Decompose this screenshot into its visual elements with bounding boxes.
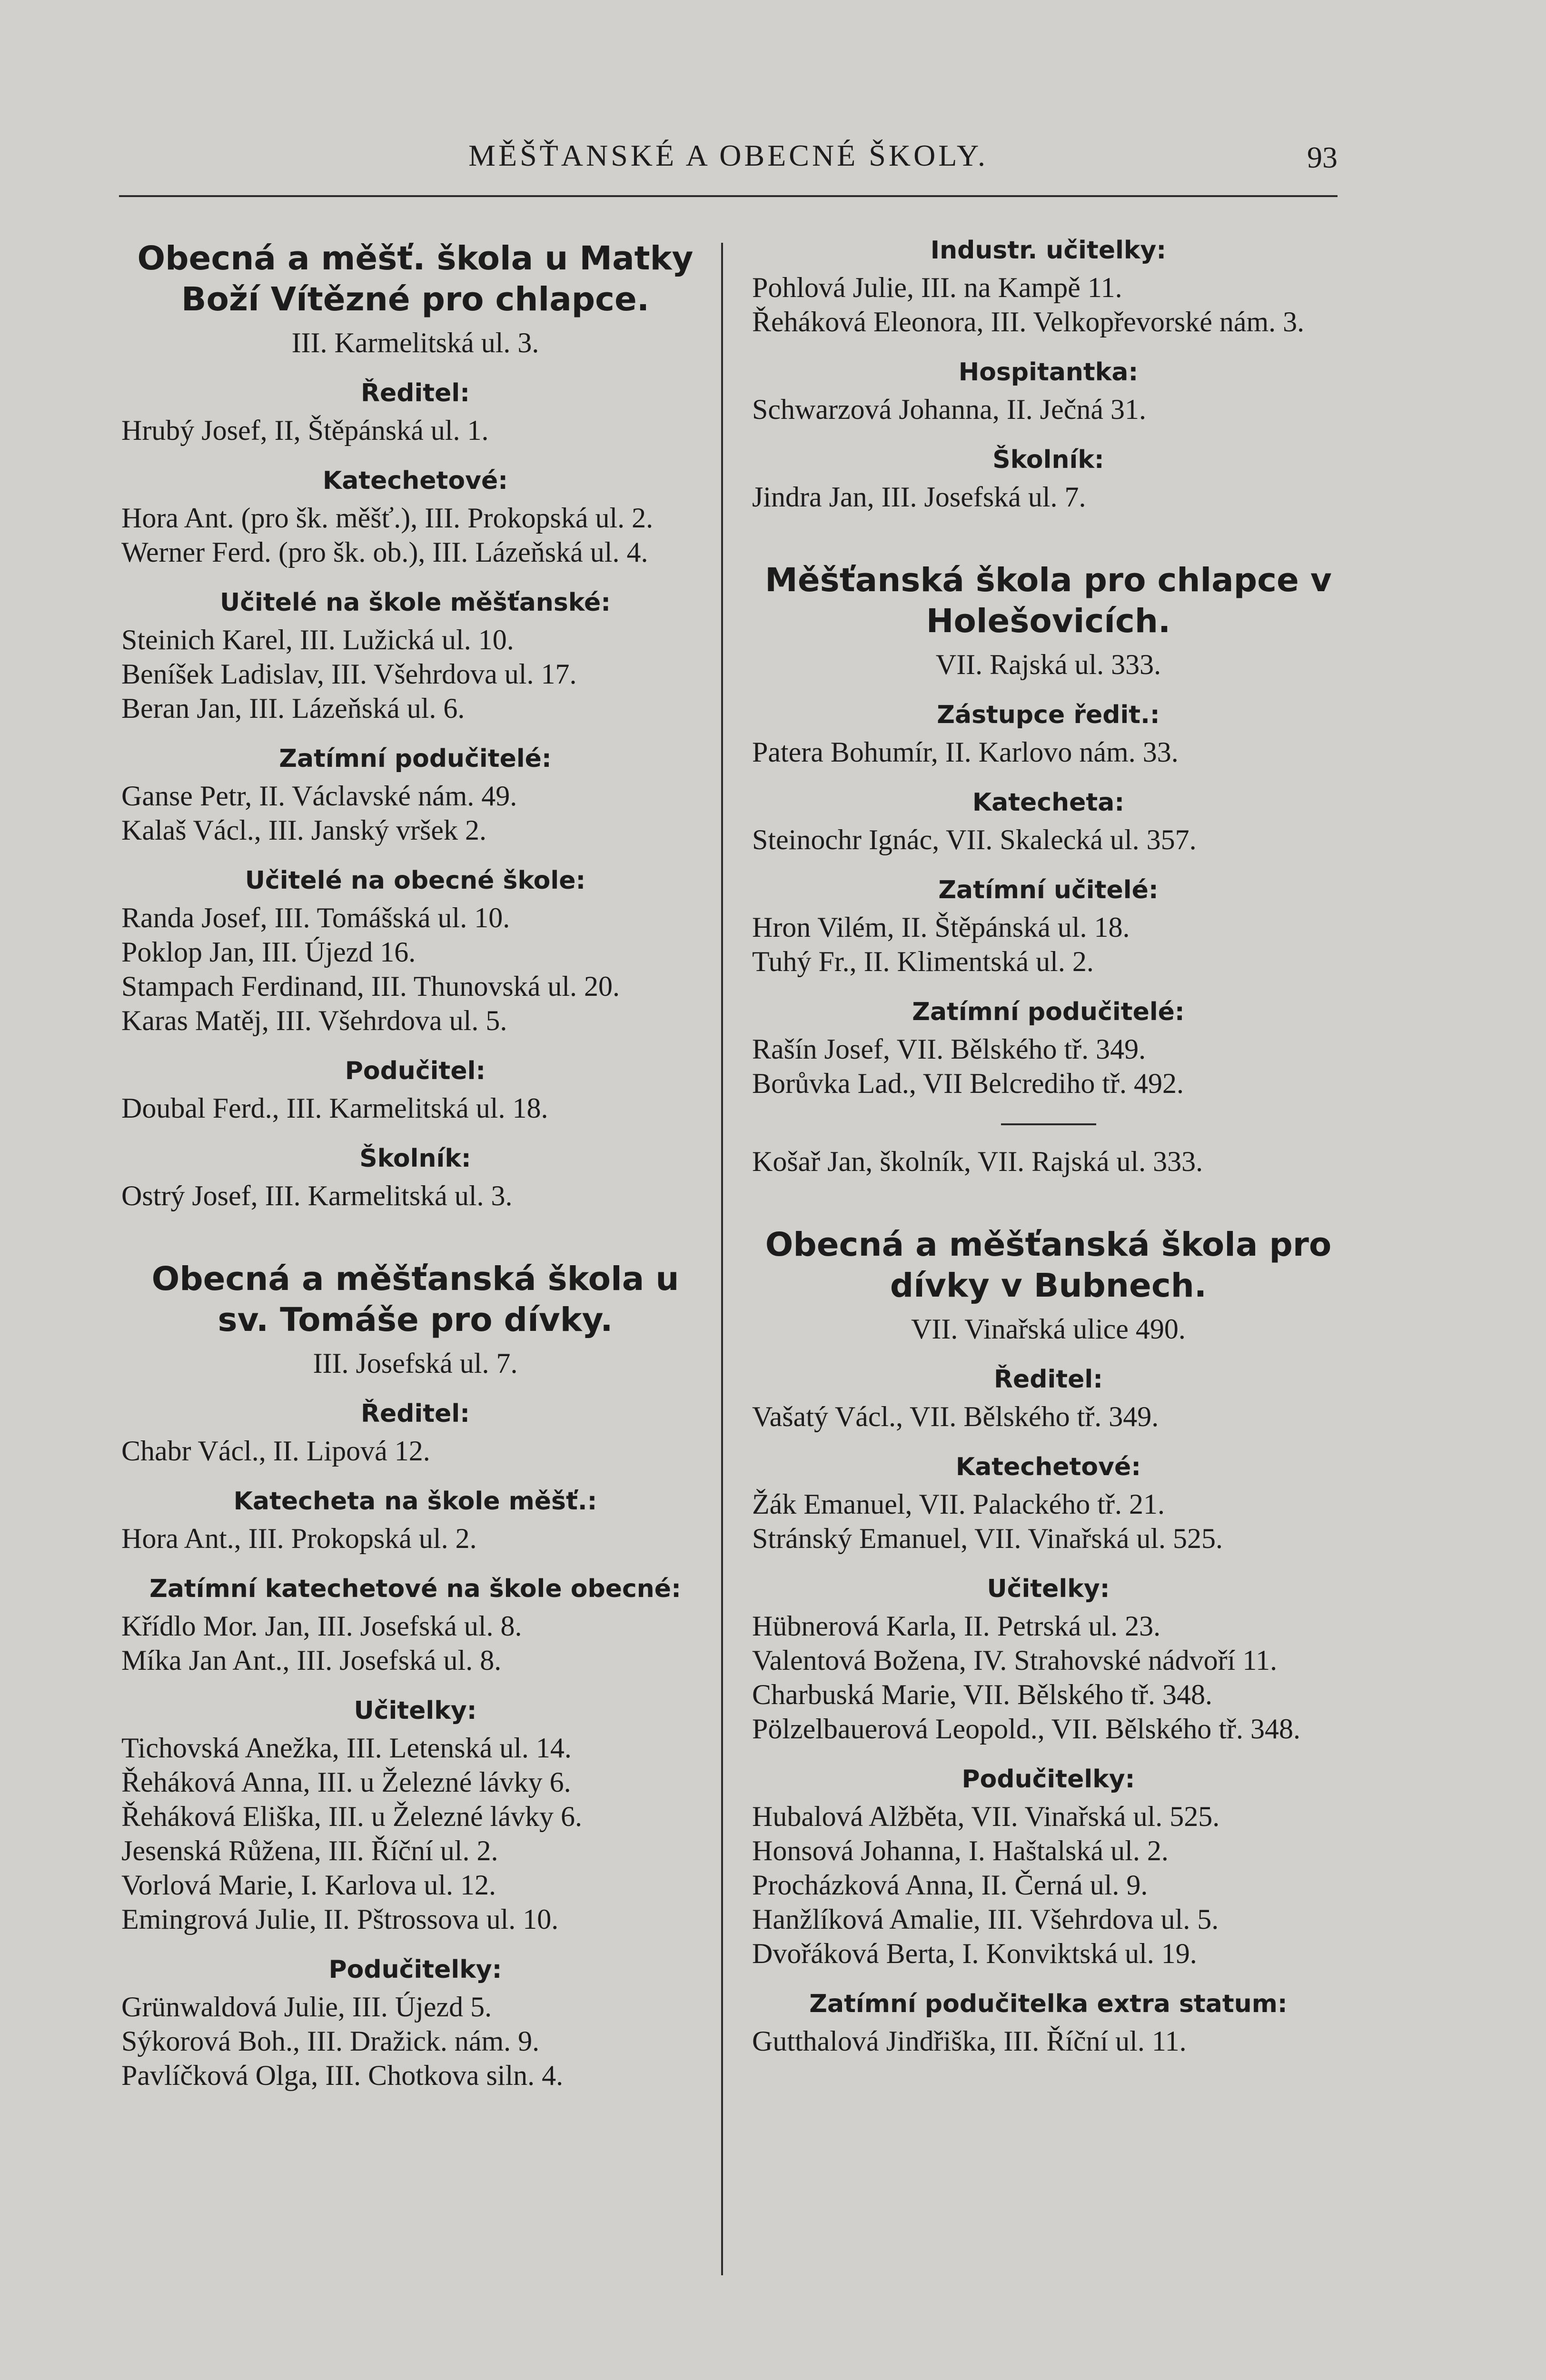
section-title: Obecná a měšťanská škola u sv. Tomáše pro dívky.	[151, 1260, 679, 1339]
staff-entry: Hora Ant. (pro šk. měšť.), III. Prokopská ul. 2.	[121, 502, 654, 534]
school-address: III. Karmelitská ul. 3.	[291, 327, 539, 358]
staff-entry: Gutthalová Jindřiška, III. Říční ul. 11.	[752, 2025, 1187, 2057]
school-address: III. Josefská ul. 7.	[313, 1348, 518, 1379]
staff-entry: Řeháková Eleonora, III. Velkopřevorské nám. 3.	[752, 306, 1305, 337]
section-title: Měšťanská škola pro chlapce v Holešovicích.	[765, 561, 1332, 640]
role-heading: Zatímní katechetové na škole obecné:	[149, 1575, 681, 1603]
staff-entry: Beníšek Ladislav, III. Všehrdova ul. 17.	[121, 658, 577, 690]
staff-entry: Hübnerová Karla, II. Petrská ul. 23.	[752, 1610, 1161, 1642]
staff-entry: Stampach Ferdinand, III. Thunovská ul. 20.	[121, 971, 620, 1002]
staff-entry: Vorlová Marie, I. Karlova ul. 12.	[121, 1869, 496, 1901]
role-heading: Učitelky:	[354, 1696, 477, 1725]
staff-entry: Jindra Jan, III. Josefská ul. 7.	[752, 481, 1086, 513]
school-section	[121, 1259, 709, 2092]
role-heading: Katechetové:	[322, 466, 508, 495]
column-divider	[721, 243, 723, 2275]
school-section	[752, 560, 1345, 1179]
staff-entry: Grünwaldová Julie, III. Újezd 5.	[121, 1991, 492, 2023]
staff-entry: Sýkorová Boh., III. Dražick. nám. 9.	[121, 2025, 540, 2057]
staff-entry: Schwarzová Johanna, II. Ječná 31.	[752, 394, 1147, 425]
role-heading: Hospitantka:	[958, 358, 1139, 387]
role-heading: Školník:	[359, 1144, 471, 1173]
right-column	[752, 233, 1345, 2058]
role-heading: Učitelé na obecné škole:	[245, 866, 586, 895]
staff-entry: Pavlíčková Olga, III. Chotkova siln. 4.	[121, 2060, 564, 2091]
school-section	[121, 238, 709, 1213]
staff-entry: Řeháková Eliška, III. u Železné lávky 6.	[121, 1801, 582, 1832]
role-heading: Školník:	[992, 446, 1104, 474]
staff-entry: Dvořáková Berta, I. Konviktská ul. 19.	[752, 1938, 1197, 1969]
staff-entry: Charbuská Marie, VII. Bělského tř. 348.	[752, 1679, 1213, 1710]
section-divider	[1001, 1123, 1096, 1125]
staff-entry: Hron Vilém, II. Štěpánská ul. 18.	[752, 912, 1130, 943]
janitor-entry: Košař Jan, školník, VII. Rajská ul. 333.	[752, 1146, 1203, 1177]
staff-entry: Pölzelbauerová Leopold., VII. Bělského tř. 348.	[752, 1713, 1300, 1745]
staff-entry: Pohlová Julie, III. na Kampě 11.	[752, 272, 1122, 303]
header-rule	[119, 195, 1338, 197]
staff-entry: Hubalová Alžběta, VII. Vinařská ul. 525.	[752, 1801, 1220, 1832]
staff-entry: Werner Ferd. (pro šk. ob.), III. Lázeňská ul. 4.	[121, 536, 648, 568]
staff-entry: Honsová Johanna, I. Haštalská ul. 2.	[752, 1835, 1169, 1866]
role-heading: Učitelky:	[987, 1575, 1110, 1603]
staff-entry: Hrubý Josef, II, Štěpánská ul. 1.	[121, 415, 489, 446]
section-title: Obecná a měšť. škola u Matky Boží Vítězné pro chlapce.	[137, 239, 694, 318]
role-heading: Podučitelky:	[328, 1955, 502, 1984]
left-column	[121, 233, 709, 2092]
staff-entry: Procházková Anna, II. Černá ul. 9.	[752, 1869, 1148, 1901]
role-heading: Podučitel:	[345, 1057, 486, 1085]
school-address: VII. Vinařská ulice 490.	[911, 1313, 1186, 1345]
staff-entry: Ganse Petr, II. Václavské nám. 49.	[121, 780, 517, 812]
role-heading: Zatímní podučitelé:	[912, 998, 1185, 1026]
role-heading: Podučitelky:	[961, 1765, 1135, 1794]
school-address: VII. Rajská ul. 333.	[935, 649, 1161, 680]
role-heading: Katecheta:	[972, 788, 1125, 817]
staff-entry: Žák Emanuel, VII. Palackého tř. 21.	[752, 1488, 1165, 1520]
role-heading: Katechetové:	[955, 1453, 1141, 1481]
staff-entry: Kalaš Václ., III. Janský vršek 2.	[121, 814, 487, 846]
role-heading: Zatímní podučitelé:	[279, 744, 552, 773]
role-heading: Zástupce ředit.:	[937, 701, 1160, 729]
staff-entry: Karas Matěj, III. Všehrdova ul. 5.	[121, 1005, 507, 1036]
school-section	[752, 1224, 1345, 2058]
role-heading: Učitelé na škole měšťanské:	[219, 588, 611, 617]
running-title: MĚŠŤANSKÉ A OBECNÉ ŠKOLY.	[468, 139, 988, 172]
staff-entry: Rašín Josef, VII. Bělského tř. 349.	[752, 1033, 1146, 1065]
staff-entry: Ostrý Josef, III. Karmelitská ul. 3.	[121, 1180, 513, 1211]
staff-entry: Řeháková Anna, III. u Železné lávky 6.	[121, 1766, 571, 1798]
role-heading: Zatímní učitelé:	[938, 876, 1159, 904]
role-heading: Ředitel:	[993, 1365, 1103, 1394]
page-header	[119, 129, 1338, 200]
staff-entry: Steinochr Ignác, VII. Skalecká ul. 357.	[752, 824, 1197, 855]
staff-entry: Hora Ant., III. Prokopská ul. 2.	[121, 1523, 477, 1554]
staff-entry: Jesenská Růžena, III. Říční ul. 2.	[121, 1835, 498, 1866]
continued-staff	[752, 233, 1345, 514]
staff-entry: Tichovská Anežka, III. Letenská ul. 14.	[121, 1732, 572, 1764]
staff-entry: Stránský Emanuel, VII. Vinařská ul. 525.	[752, 1523, 1223, 1554]
staff-entry: Steinich Karel, III. Lužická ul. 10.	[121, 624, 514, 655]
role-heading: Industr. učitelky:	[930, 236, 1167, 265]
staff-entry: Vašatý Václ., VII. Bělského tř. 349.	[752, 1401, 1159, 1432]
role-heading: Zatímní podučitelka extra statum:	[809, 1990, 1288, 2018]
staff-entry: Randa Josef, III. Tomášská ul. 10.	[121, 902, 510, 933]
section-title: Obecná a měšťanská škola pro dívky v Bubnech.	[765, 1226, 1332, 1305]
staff-entry: Poklop Jan, III. Újezd 16.	[121, 936, 416, 968]
staff-entry: Emingrová Julie, II. Pštrossova ul. 10.	[121, 1904, 559, 1935]
staff-entry: Borůvka Lad., VII Belcrediho tř. 492.	[752, 1068, 1184, 1099]
role-heading: Katecheta na škole měšť.:	[233, 1487, 597, 1516]
staff-entry: Doubal Ferd., III. Karmelitská ul. 18.	[121, 1092, 548, 1124]
staff-entry: Patera Bohumír, II. Karlovo nám. 33.	[752, 736, 1179, 768]
staff-entry: Míka Jan Ant., III. Josefská ul. 8.	[121, 1645, 502, 1676]
staff-entry: Tuhý Fr., II. Klimentská ul. 2.	[752, 946, 1094, 977]
staff-entry: Beran Jan, III. Lázeňská ul. 6.	[121, 693, 465, 724]
page-number: 93	[1307, 140, 1338, 174]
staff-entry: Valentová Božena, IV. Strahovské nádvoří 11.	[752, 1645, 1278, 1676]
staff-entry: Křídlo Mor. Jan, III. Josefská ul. 8.	[121, 1610, 522, 1642]
role-heading: Ředitel:	[360, 379, 470, 407]
staff-entry: Chabr Václ., II. Lipová 12.	[121, 1435, 430, 1467]
staff-entry: Hanžlíková Amalie, III. Všehrdova ul. 5.	[752, 1904, 1219, 1935]
role-heading: Ředitel:	[360, 1399, 470, 1428]
